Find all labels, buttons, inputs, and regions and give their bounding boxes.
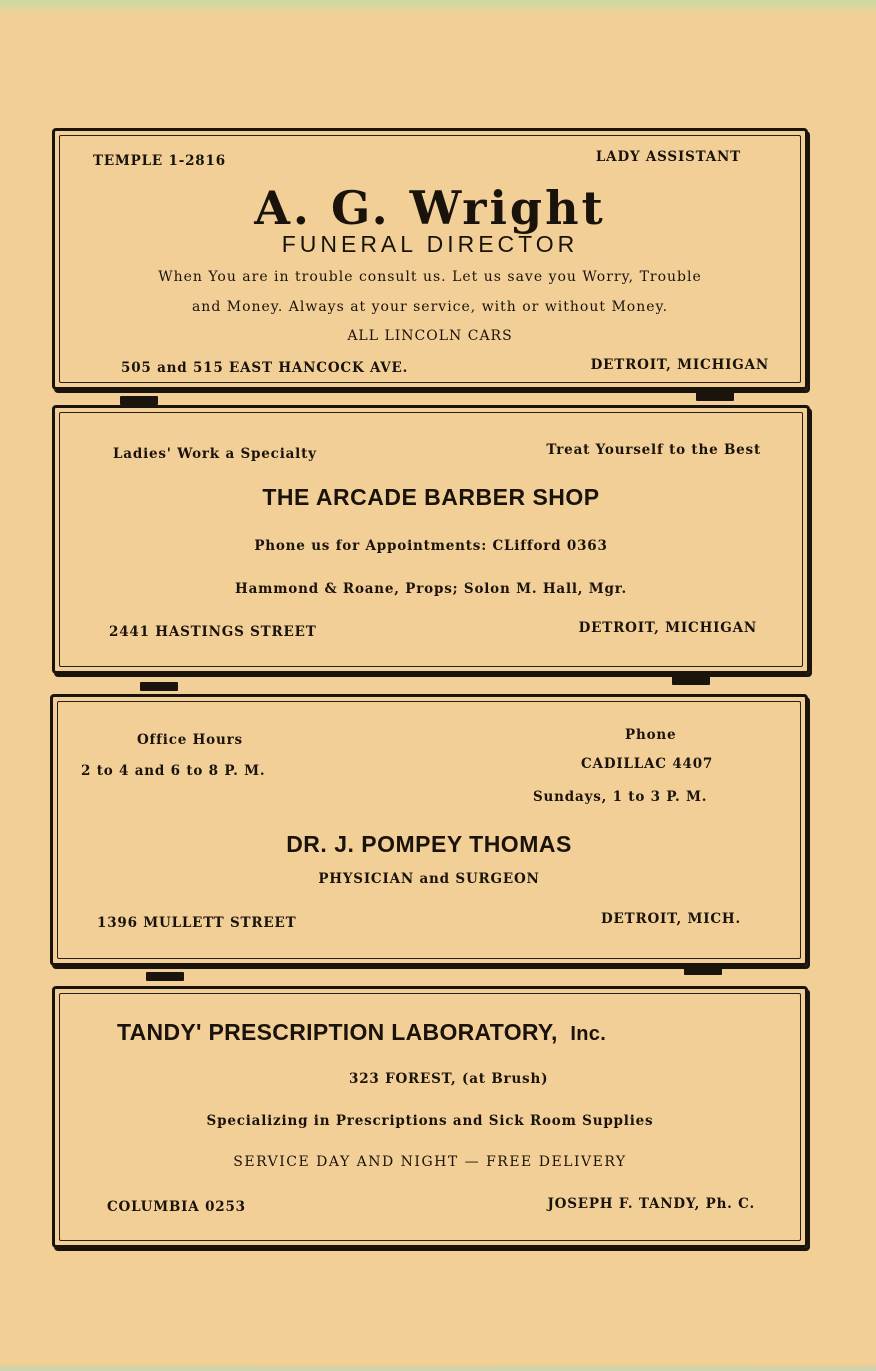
wright-name: A. G. Wright [254, 181, 606, 235]
wright-title: FUNERAL DIRECTOR [281, 231, 579, 257]
tandy-inc: Inc. [570, 1023, 607, 1045]
barber-ladies-work: Ladies' Work a Specialty [113, 446, 317, 462]
wright-city: DETROIT, MICHIGAN [590, 357, 769, 373]
barber-name: THE ARCADE BARBER SHOP [262, 484, 600, 510]
page-bottom-edge [0, 1363, 876, 1371]
ad-dr-thomas [50, 694, 808, 966]
barber-phone-line: Phone us for Appointments: CLifford 0363 [254, 538, 608, 554]
ad-tandy-prescription [52, 986, 808, 1248]
thomas-sundays: Sundays, 1 to 3 P. M. [533, 789, 708, 805]
wright-address: 505 and 515 EAST HANCOCK AVE. [121, 360, 409, 376]
wright-line-1: When You are in trouble consult us. Let us save you Worry, Trouble [158, 269, 702, 285]
ad-wright-funeral-director [52, 128, 808, 390]
wright-line-2: and Money. Always at your service, with or without Money. [191, 299, 669, 315]
thomas-office-hours-label: Office Hours [137, 732, 243, 748]
tandy-address: 323 FOREST, (at Brush) [349, 1071, 549, 1087]
barber-city: DETROIT, MICHIGAN [578, 620, 757, 636]
thomas-phone-label: Phone [625, 727, 677, 743]
tandy-proprietor: JOSEPH F. TANDY, Ph. C. [547, 1196, 755, 1212]
wright-lady-assistant: LADY ASSISTANT [595, 149, 741, 165]
wright-phone: TEMPLE 1-2816 [93, 153, 226, 169]
thomas-phone: CADILLAC 4407 [581, 756, 714, 772]
border-tab [140, 682, 178, 691]
thomas-title: PHYSICIAN and SURGEON [318, 871, 540, 887]
tandy-phone: COLUMBIA 0253 [107, 1199, 246, 1215]
border-tab [684, 966, 722, 975]
tandy-specialty: Specializing in Prescriptions and Sick Room Supplies [206, 1113, 654, 1129]
border-tab [146, 972, 184, 981]
barber-treat-yourself: Treat Yourself to the Best [546, 442, 761, 458]
page-top-edge [0, 0, 876, 12]
ad-arcade-barber-shop [52, 405, 810, 674]
barber-address: 2441 HASTINGS STREET [109, 624, 317, 640]
thomas-address: 1396 MULLETT STREET [97, 915, 297, 931]
tandy-name [117, 1019, 606, 1046]
wright-lincoln-cars: ALL LINCOLN CARS [347, 328, 513, 344]
border-tab [120, 396, 158, 405]
tandy-service: SERVICE DAY AND NIGHT — FREE DELIVERY [233, 1154, 627, 1170]
thomas-name: DR. J. POMPEY THOMAS [286, 831, 572, 857]
thomas-office-hours: 2 to 4 and 6 to 8 P. M. [81, 763, 266, 779]
thomas-city: DETROIT, MICH. [601, 911, 741, 927]
border-tab [672, 676, 710, 685]
barber-props: Hammond & Roane, Props; Solon M. Hall, Mgr. [235, 581, 627, 597]
tandy-name-text: TANDY' PRESCRIPTION LABORATORY, [117, 1019, 558, 1045]
border-tab [696, 392, 734, 401]
